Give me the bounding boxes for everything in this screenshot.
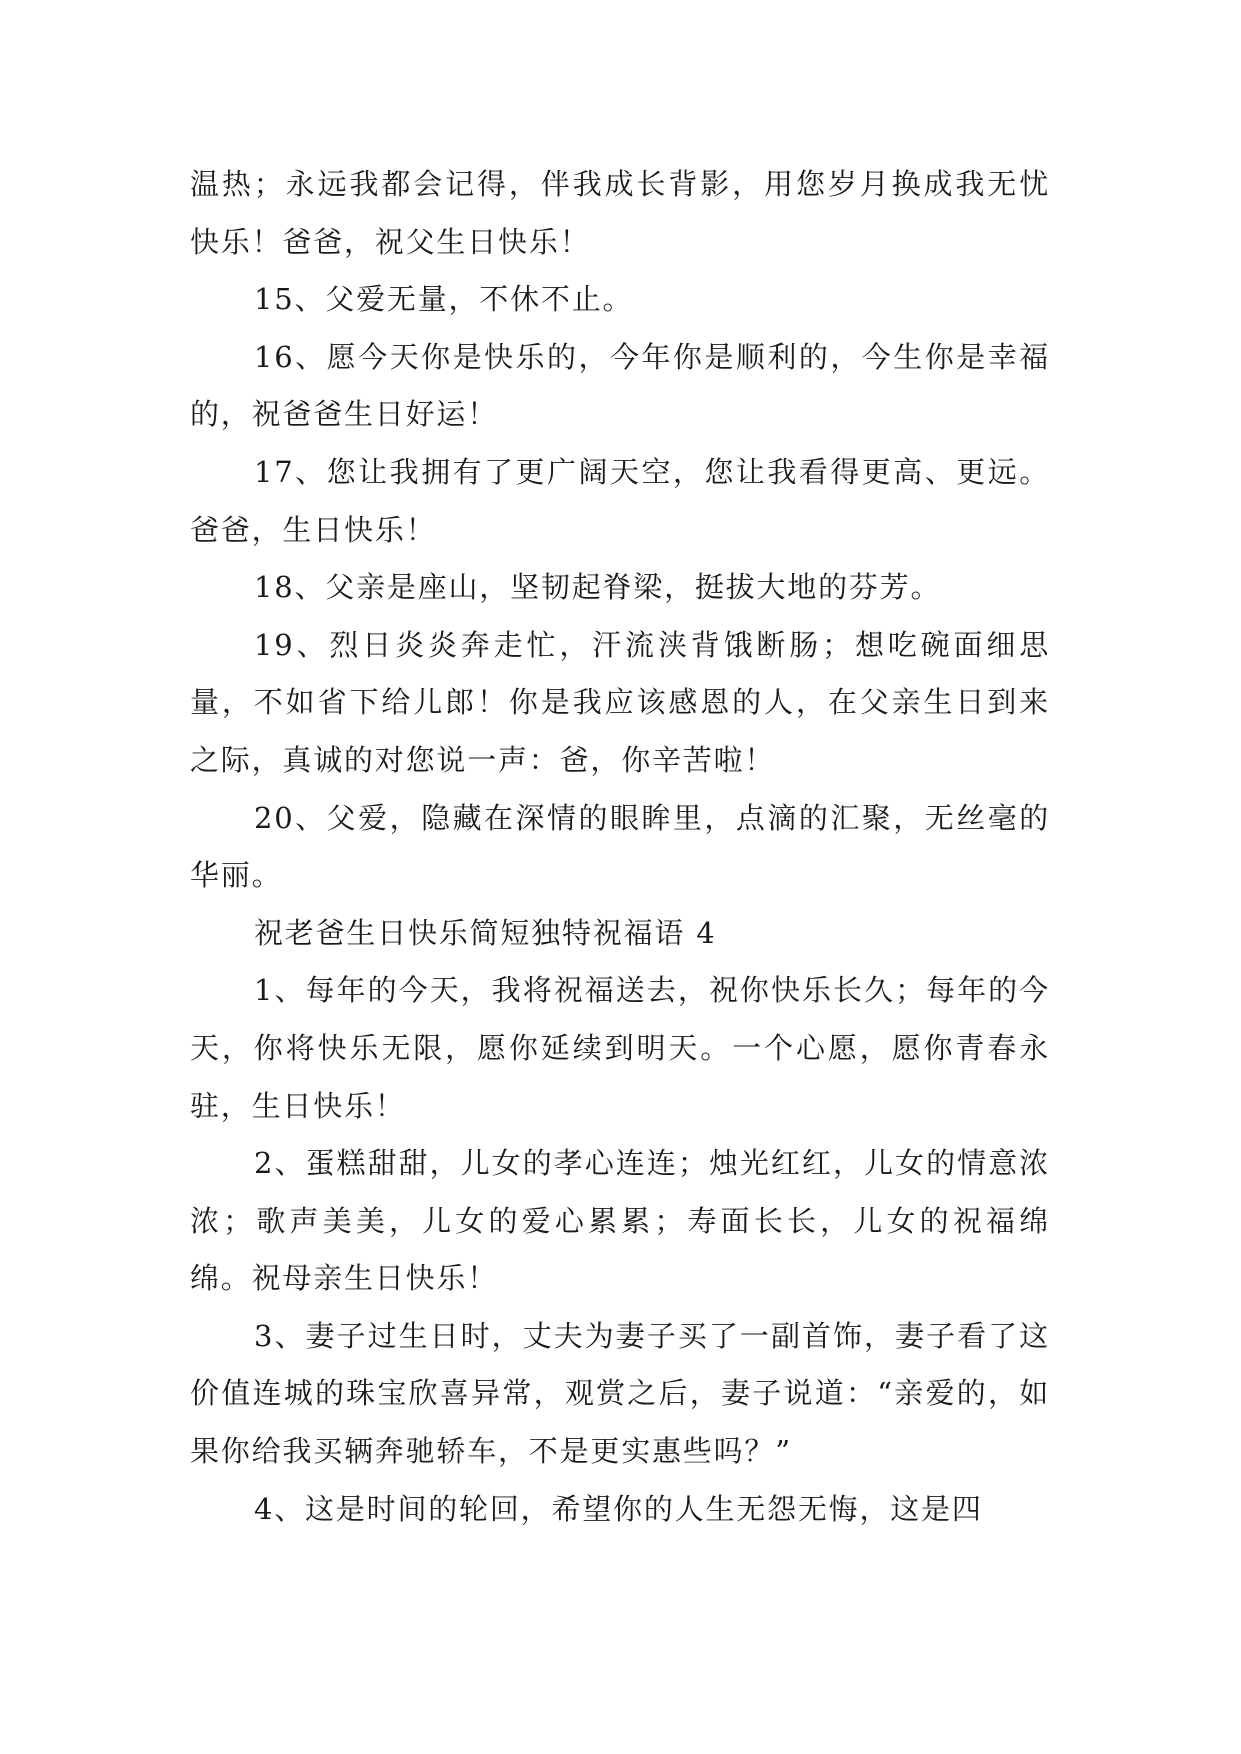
section-heading: 祝老爸生日快乐简短独特祝福语 4: [254, 915, 717, 950]
paragraph-item-15: 15、父爱无量，不休不止。: [254, 282, 634, 317]
paragraph-item-19: 19、烈日炎炎奔走忙，汗流浃背饿断肠；想吃碗面细思量，不如省下给儿郎！你是我应该感恩的人，在父亲生日到来之际，真诚的对您说一声：爸，你辛苦啦！: [190, 627, 1050, 777]
paragraph-item-2: 2、蛋糕甜甜，儿女的孝心连连；烛光红红，儿女的情意浓浓；歌声美美，儿女的爱心累累；寿面长长，儿女的祝福绵绵。祝母亲生日快乐！: [190, 1146, 1050, 1296]
paragraph-item-3: 3、妻子过生日时，丈夫为妻子买了一副首饰，妻子看了这价值连城的珠宝欣喜异常，观赏之后，妻子说道：“亲爱的，如果你给我买辆奔驰轿车，不是更实惠些吗？”: [190, 1318, 1050, 1469]
paragraph-item-17: 17、您让我拥有了更广阔天空，您让我看得更高、更远。爸爸，生日快乐！: [190, 454, 1050, 547]
paragraph-item-16: 16、愿今天你是快乐的，今年你是顺利的，今生你是幸福的，祝爸爸生日好运！: [190, 339, 1050, 432]
document-body: [190, 156, 1050, 1538]
paragraph-item-20: 20、父爱，隐藏在深情的眼眸里，点滴的汇聚，无丝毫的华丽。: [190, 800, 1050, 893]
paragraph-item-18: 18、父亲是座山，坚韧起脊梁，挺拔大地的芬芳。: [254, 570, 942, 605]
paragraph-item-1: 1、每年的今天，我将祝福送去，祝你快乐长久；每年的今天，你将快乐无限，愿你延续到明天。一个心愿，愿你青春永驻，生日快乐！: [190, 973, 1050, 1123]
paragraph-continuation: 温热；永远我都会记得，伴我成长背影，用您岁月换成我无忧快乐！爸爸，祝父生日快乐！: [190, 167, 1050, 259]
paragraph-item-4: 4、这是时间的轮回，希望你的人生无怨无悔，这是四: [254, 1491, 983, 1526]
